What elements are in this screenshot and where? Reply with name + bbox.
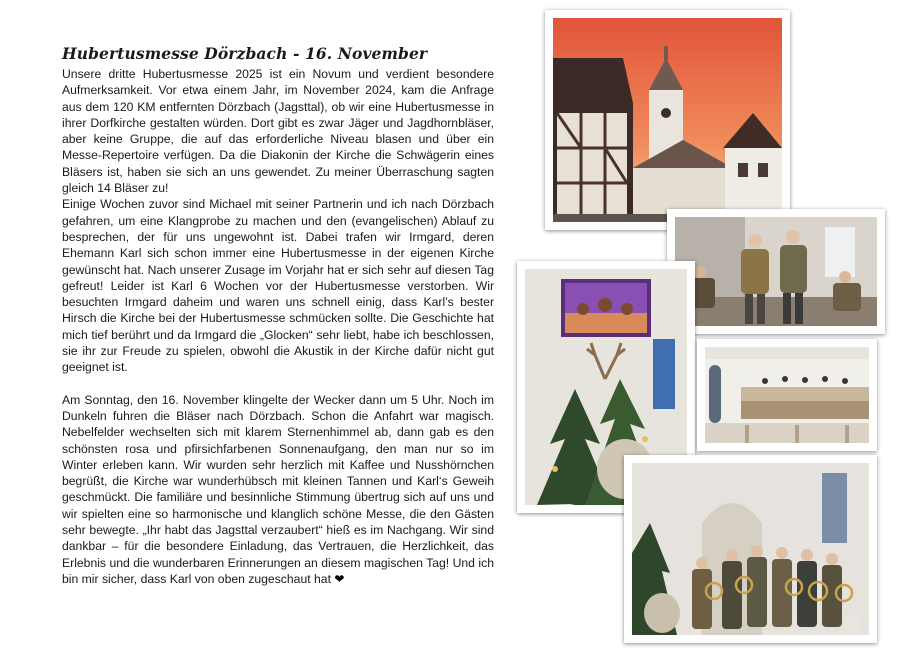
church-gallery-image (705, 347, 869, 443)
article-paragraph-1: Unsere dritte Hubertusmesse 2025 ist ein Novum und verdient besondere Aufmerksamkeit. Vor etwa einem Jahr, im November 2024, kam die Anfrage aus dem 120 KM entfernten Dörzbach (Jagsttal), ob wir eine Hubertusmesse in ihrer Dorfkirche gestalten würden. Dort gibt es zwar Jäger und Jagdhornbläser, aber keine Gruppe, die auf das erforderliche Niveau blasen und über ein Messe-Repertoire verfügen. Da die Diakonin der Kirche die Schwägerin eines Bläsers ist, haben sie sich an uns gewendet. Zu meiner Überraschung sagten gleich 14 Bläser zu! (62, 67, 494, 196)
photo-church-gallery (697, 339, 877, 451)
article-paragraph-3-text: Am Sonntag, den 16. November klingelte der Wecker dann um 5 Uhr. Noch im Dunkeln fuhren die Bläser nach Dörzbach. Schon die Anfahrt war magisch. Nebelfelder wechselten sich mit klarem Sternenhimmel ab, dann gab es den schönsten rosa und pfirsichfarbenen Sonnenaufgang, den man nur so im Winter erleben kann. Wir wurden sehr herzlich mit Kaffee und Nusshörnchen begrüßt, die Kirche war wunderhübsch mit kleinen Tannen und Karl‘s Geweih geschmückt. Die familiäre und besinnliche Stimmung übertrug sich auf uns und wir spielten eine so harmonische und klanglich schöne Messe, die den Gästen sehr bewegte. „Ihr habt das Jagsttal verzaubert“ hieß es im Nachgang. Wir sind dankbar – für die besondere Einladung, das Vertrauen, die Herzlichkeit, das Erlebnis und die wunderbaren Erinnerungen an diesem magischen Tag! Und ich bin mir sicher, dass Karl von oben zugeschaut hat (62, 392, 494, 586)
article-paragraph-3 (62, 392, 494, 588)
photo-church-sunrise (545, 10, 790, 230)
horn-players-image (632, 463, 869, 635)
paragraph-gap (62, 376, 494, 392)
photo-hunters-talking (667, 209, 885, 334)
hunters-talking-image (675, 217, 877, 326)
article-title: Hubertusmesse Dörzbach - 16. November (62, 44, 428, 63)
heart-icon: ❤ (334, 571, 345, 586)
church-sunrise-image (553, 18, 782, 222)
article-paragraph-2: Einige Wochen zuvor sind Michael mit seiner Partnerin und ich nach Dörzbach gefahren, um eine Klangprobe zu machen und den (evangelischen) Ablauf zu besprechen, der für uns ungewohnt ist. Dabei trafen wir Irmgard, deren Ehemann Karl sich schon immer eine Hubertusmesse in der eigenen Kirche gewünscht hat. Nach unserer Zusage im Vorjahr hat er sich sehr auf diesen Tag gefreut! Leider ist Karl 6 Wochen vor der Hubertusmesse verstorben. Wir besuchten Irmgard daheim und waren uns schnell einig, dass Karl’s bester Hirsch die Kirche bei der Hubertusmesse schmücken sollte. Die Geschichte hat mich tief berührt und da Irmgard die „Glocken“ sehr liebt, habe ich beschlossen, sie ihr zur Freude zu spielen, obwohl die Akustik in der Kirche dafür nicht gut geeignet ist. (62, 197, 494, 375)
article (62, 44, 494, 587)
photo-horn-players (624, 455, 877, 643)
